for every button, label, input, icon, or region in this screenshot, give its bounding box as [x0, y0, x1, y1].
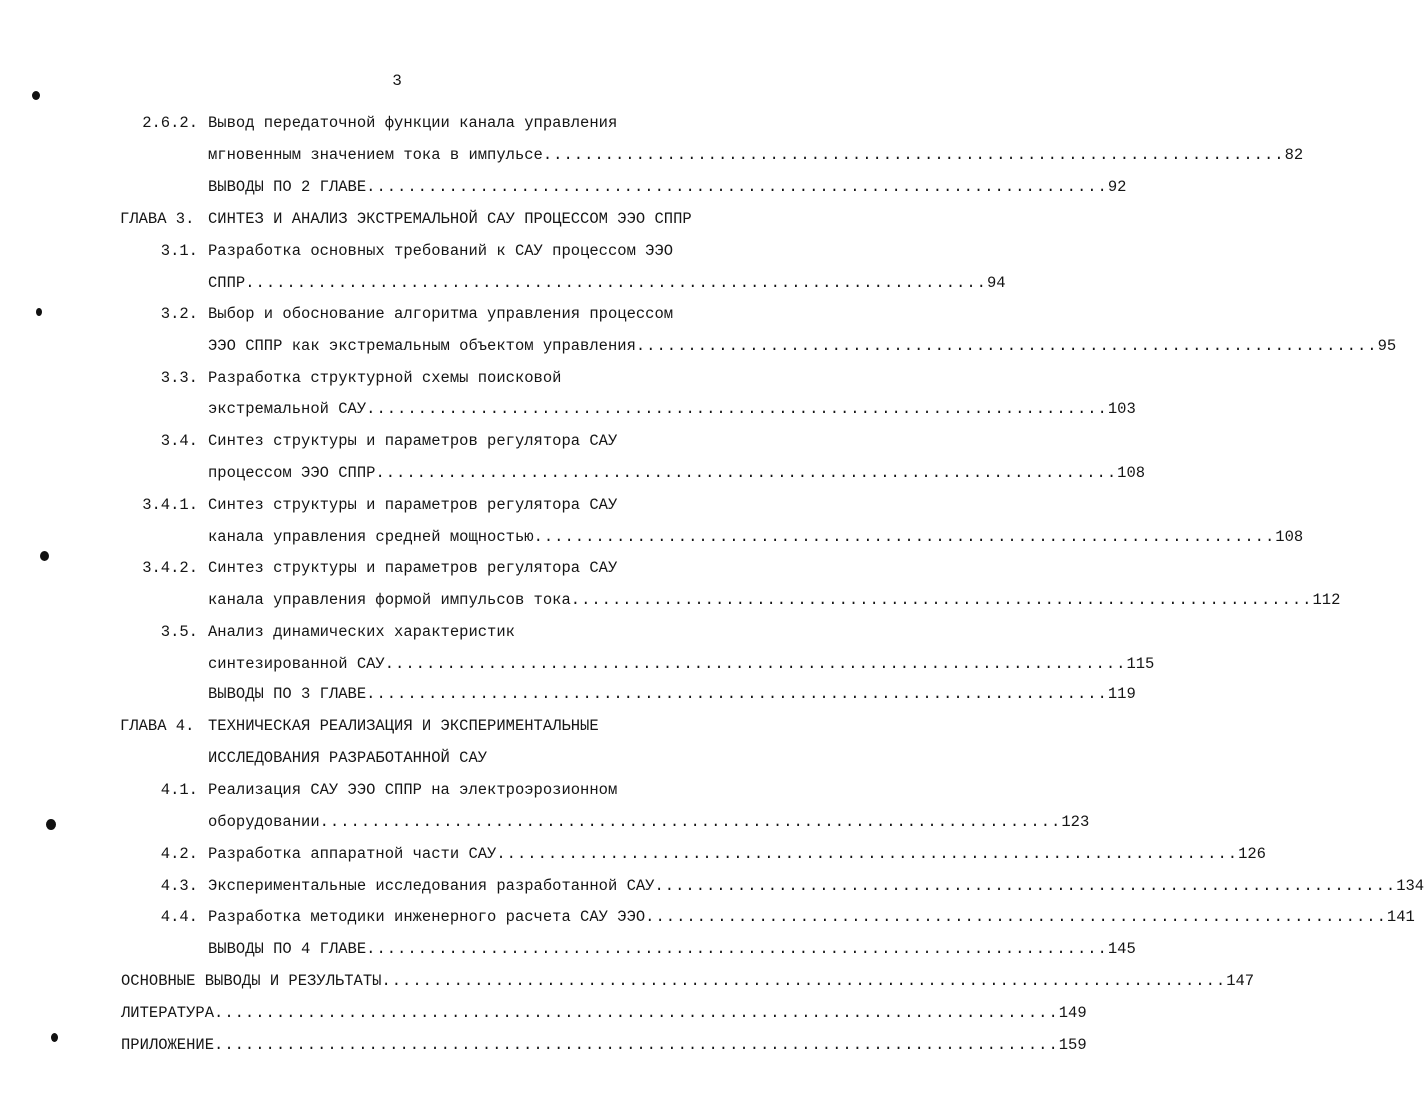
toc-entry[interactable]	[121, 1034, 1087, 1056]
toc-text: ИССЛЕДОВАНИЯ РАЗРАБОТАННОЙ САУ	[208, 749, 488, 767]
toc-number: 4.1.	[160, 781, 198, 799]
toc-entry[interactable]	[208, 272, 1006, 294]
leader-dots: ........................................................................	[645, 908, 1387, 926]
toc-number: 3.4.	[160, 432, 198, 450]
toc-text: Анализ динамических характеристик	[208, 623, 515, 641]
toc-entry[interactable]	[208, 335, 1397, 357]
toc-page: 95	[1377, 337, 1397, 355]
toc-text: Разработка структурной схемы поисковой	[208, 369, 562, 387]
leader-dots: ........................................................................	[245, 274, 987, 292]
toc-entry[interactable]	[208, 906, 1415, 928]
toc-text: ПРИЛОЖЕНИЕ	[121, 1036, 215, 1054]
leader-dots: ........................................................................	[654, 877, 1397, 895]
toc-line	[208, 112, 617, 134]
toc-text: процессом ЭЭО СППР	[208, 464, 376, 482]
toc-entry[interactable]	[208, 144, 1304, 166]
toc-text: Вывод передаточной функции канала управления	[208, 114, 618, 132]
toc-entry[interactable]	[208, 526, 1304, 548]
toc-text: Разработка методики инженерного расчета САУ ЭЭО	[208, 908, 646, 926]
toc-entry[interactable]	[208, 843, 1266, 865]
toc-text: Экспериментальные исследования разработанной САУ	[208, 877, 655, 895]
chapter-label: ГЛАВА 4.	[120, 717, 195, 735]
toc-entry[interactable]	[121, 970, 1255, 992]
toc-page: 103	[1107, 400, 1136, 418]
toc-entry[interactable]	[208, 875, 1424, 897]
toc-line	[208, 430, 617, 452]
toc-number: 4.4.	[160, 908, 198, 926]
toc-number: 2.6.2.	[142, 114, 198, 132]
toc-page: 92	[1107, 178, 1127, 196]
page-number: 3	[392, 72, 403, 90]
toc-text: ЛИТЕРАТУРА	[121, 1004, 215, 1022]
toc-text: ТЕХНИЧЕСКАЯ РЕАЛИЗАЦИЯ И ЭКСПЕРИМЕНТАЛЬНЫЕ	[208, 717, 599, 735]
leader-dots: ........................................................................	[533, 528, 1276, 546]
toc-entry[interactable]	[121, 1002, 1087, 1024]
chapter-label: ГЛАВА 3.	[120, 210, 195, 228]
toc-text: экстремальной САУ	[208, 400, 367, 418]
toc-page: 147	[1226, 972, 1255, 990]
toc-text: СППР	[208, 274, 246, 292]
toc-page: 112	[1312, 591, 1341, 609]
toc-number: 3.3.	[160, 369, 198, 387]
toc-page: 94	[986, 274, 1006, 292]
scan-mark	[46, 819, 56, 830]
leader-dots: ........................................................................	[366, 178, 1108, 196]
toc-number: 3.2.	[160, 305, 198, 323]
toc-text: Разработка аппаратной части САУ	[208, 845, 497, 863]
toc-line	[208, 779, 617, 801]
toc-entry[interactable]	[208, 589, 1341, 611]
toc-line	[208, 621, 515, 643]
leader-dots: ........................................................................	[375, 464, 1118, 482]
toc-line	[208, 303, 673, 325]
toc-page: 123	[1061, 813, 1090, 831]
toc-page: 126	[1238, 845, 1266, 863]
toc-line	[208, 367, 561, 389]
toc-entry[interactable]	[208, 462, 1146, 484]
leader-dots: ........................................................................	[366, 940, 1108, 958]
toc-page: 82	[1284, 146, 1304, 164]
leader-dots: ........................................................................	[496, 845, 1239, 863]
toc-number: 3.4.2.	[142, 559, 198, 577]
toc-text: оборудовании	[208, 813, 320, 831]
toc-entry[interactable]	[208, 683, 1136, 705]
toc-text: канала управления средней мощностью	[208, 528, 534, 546]
chapter-title	[208, 747, 487, 769]
scan-mark	[40, 551, 49, 561]
leader-dots: ........................................................................	[570, 591, 1313, 609]
leader-dots: ........................................................................	[635, 337, 1378, 355]
toc-text: Синтез структуры и параметров регулятора САУ	[208, 496, 618, 514]
toc-page: 134	[1396, 877, 1424, 895]
toc-text: ЭЭО СППР как экстремальным объектом управления	[208, 337, 636, 355]
leader-dots: ........................................................................	[366, 685, 1108, 703]
toc-text: СИНТЕЗ И АНАЛИЗ ЭКСТРЕМАЛЬНОЙ САУ ПРОЦЕССОМ ЭЭО СППР	[208, 210, 692, 228]
toc-number: 4.2.	[160, 845, 198, 863]
toc-text: Реализация САУ ЭЭО СППР на электроэрозионном	[208, 781, 618, 799]
toc-line	[208, 240, 673, 262]
toc-line	[208, 494, 617, 516]
scan-mark	[32, 91, 40, 100]
leader-dots: ........................................................................	[319, 813, 1062, 831]
toc-number: 3.4.1.	[142, 496, 198, 514]
leader-dots: ..................................................................................	[381, 972, 1227, 990]
toc-line	[208, 557, 617, 579]
toc-text: Синтез структуры и параметров регулятора САУ	[208, 432, 618, 450]
toc-entry[interactable]	[208, 811, 1090, 833]
toc-number: 3.1.	[160, 242, 198, 260]
toc-page: 119	[1107, 685, 1136, 703]
leader-dots: ........................................................................	[542, 146, 1285, 164]
scan-mark	[51, 1033, 58, 1042]
toc-text: ВЫВОДЫ ПО 3 ГЛАВЕ	[208, 685, 367, 703]
chapter-title	[208, 208, 692, 230]
toc-text: ВЫВОДЫ ПО 2 ГЛАВЕ	[208, 178, 367, 196]
leader-dots: ........................................................................	[384, 655, 1127, 673]
toc-text: ВЫВОДЫ ПО 4 ГЛАВЕ	[208, 940, 367, 958]
toc-text: мгновенным значением тока в импульсе	[208, 146, 543, 164]
toc-text: Синтез структуры и параметров регулятора САУ	[208, 559, 618, 577]
leader-dots: ..................................................................................	[214, 1036, 1059, 1054]
toc-entry[interactable]	[208, 653, 1155, 675]
toc-text: канала управления формой импульсов тока	[208, 591, 571, 609]
toc-page: 149	[1058, 1004, 1087, 1022]
toc-number: 4.3.	[160, 877, 198, 895]
toc-page: 108	[1117, 464, 1146, 482]
toc-entry[interactable]	[208, 938, 1136, 960]
chapter-title	[208, 715, 599, 737]
toc-page: 115	[1126, 655, 1155, 673]
leader-dots: ..................................................................................	[214, 1004, 1059, 1022]
toc-text: ОСНОВНЫЕ ВЫВОДЫ И РЕЗУЛЬТАТЫ	[121, 972, 382, 990]
toc-page: 145	[1107, 940, 1136, 958]
scan-mark	[36, 308, 42, 316]
toc-number: 3.5.	[160, 623, 198, 641]
toc-text: Разработка основных требований к САУ процессом ЭЭО	[208, 242, 674, 260]
toc-page: 159	[1058, 1036, 1087, 1054]
toc-page: 108	[1275, 528, 1304, 546]
toc-entry[interactable]	[208, 398, 1136, 420]
toc-page: 141	[1386, 908, 1415, 926]
toc-entry[interactable]	[208, 176, 1127, 198]
toc-text: синтезированной САУ	[208, 655, 385, 673]
toc-text: Выбор и обоснование алгоритма управления процессом	[208, 305, 674, 323]
leader-dots: ........................................................................	[366, 400, 1108, 418]
